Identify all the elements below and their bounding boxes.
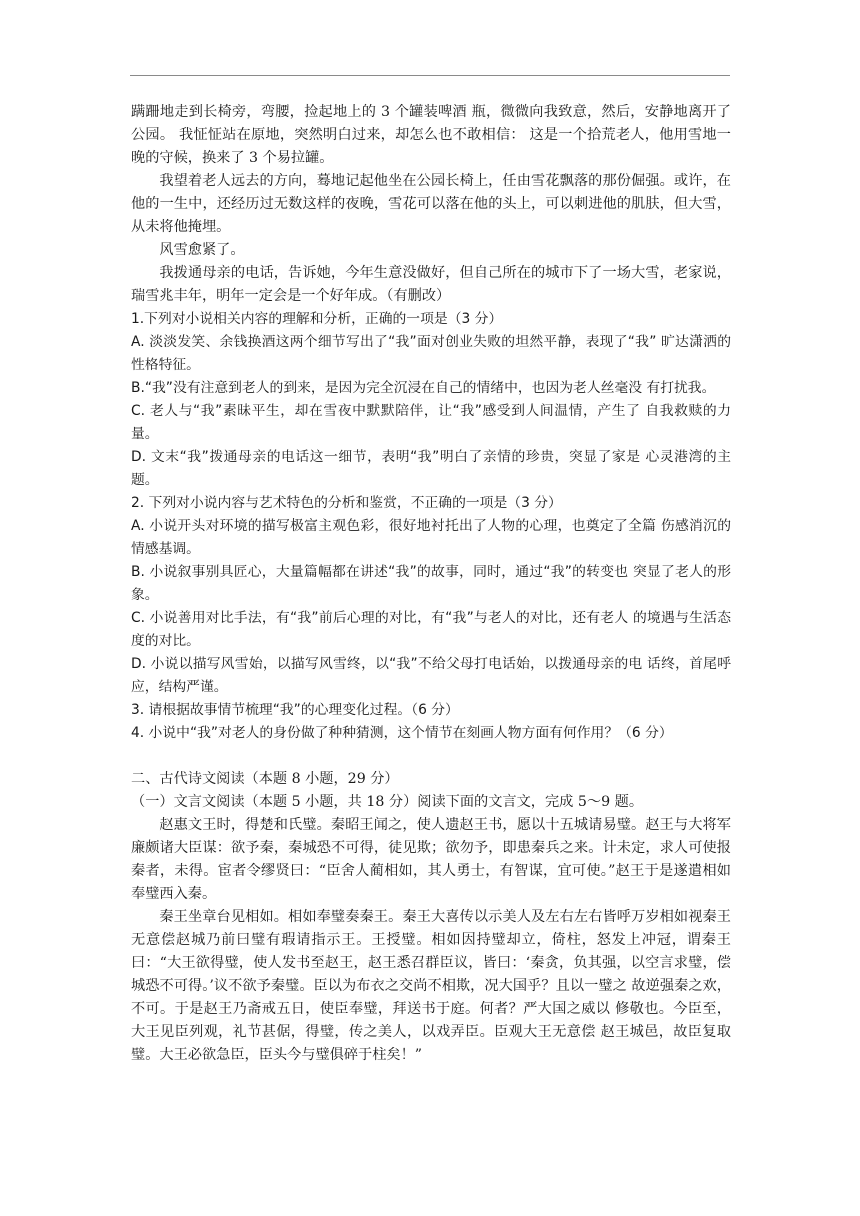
- question-2: 2. 下列对小说内容与艺术特色的分析和鉴赏，不正确的一项是（3 分）: [131, 495, 562, 511]
- section-title: 二、古代诗文阅读（本题 8 小题，29 分）: [131, 771, 399, 787]
- header-rule: [130, 75, 730, 76]
- story-paragraph: 蹒跚地走到长椅旁，弯腰，捡起地上的 3 个罐装啤酒 瓶，微微向我致意，然后，安静地离开了公园。 我怔怔站在原地，突然明白过来，却怎么也不敢相信： 这是一个拾荒老人，他用雪地一晚的守候，换来了 3 个易拉罐。: [131, 104, 731, 166]
- story-paragraph: 风雪愈紧了。: [159, 242, 245, 258]
- question-2-option-a: A. 小说开头对环境的描写极富主观色彩，很好地衬托出了人物的心理，也奠定了全篇 伤感消沉的情感基调。: [131, 518, 731, 557]
- section-gap: [131, 745, 731, 768]
- story-paragraph: 我拨通母亲的电话，告诉她，今年生意没做好，但自己所在的城市下了一场大雪，老家说，瑞雪兆丰年，明年一定会是一个好年成。（有删改）: [131, 265, 731, 304]
- section-subtitle: （一）文言文阅读（本题 5 小题，共 18 分）阅读下面的文言文，完成 5～9 题。: [131, 794, 644, 810]
- question-1-option-d: D. 文末“我”拨通母亲的电话这一细节，表明“我”明白了亲情的珍贵，突显了家是 心灵港湾的主题。: [131, 449, 731, 488]
- classical-paragraph: 赵惠文王时，得楚和氏璧。秦昭王闻之，使人遗赵王书，愿以十五城请易璧。赵王与大将军廉颇诸大臣谋：欲予秦，秦城恐不可得，徒见欺；欲勿予，即患秦兵之来。计未定，求人可使报秦者，未得。宦者令缪贤曰：“臣舍人蔺相如，其人勇士，有智谋，宜可使。”赵王于是遂遣相如奉璧西入秦。: [131, 817, 731, 902]
- question-1-option-a: A. 淡淡发笑、余钱换酒这两个细节写出了“我”面对创业失败的坦然平静，表现了“我” 旷达潇洒的性格特征。: [131, 334, 731, 373]
- question-2-option-d: D. 小说以描写风雪始，以描写风雪终，以“我”不给父母打电话始，以拨通母亲的电 话终，首尾呼应，结构严谨。: [131, 656, 731, 695]
- document-body: [131, 101, 731, 1067]
- question-3: 3. 请根据故事情节梳理“我”的心理变化过程。（6 分）: [131, 702, 459, 718]
- story-paragraph: 我望着老人远去的方向，蓦地记起他坐在公园长椅上，任由雪花飘落的那份倔强。或许，在他的一生中，还经历过无数这样的夜晚，雪花可以落在他的头上，可以刺进他的肌肤，但大雪，从未将他掩埋。: [131, 173, 731, 235]
- question-1-option-c: C. 老人与“我”素昧平生，却在雪夜中默默陪伴，让“我”感受到人间温情，产生了 自我救赎的力量。: [131, 403, 731, 442]
- question-1: 1.下列对小说相关内容的理解和分析，正确的一项是（3 分）: [131, 311, 503, 327]
- classical-paragraph: 秦王坐章台见相如。相如奉璧奏秦王。秦王大喜传以示美人及左右左右皆呼万岁相如视秦王无意偿赵城乃前曰璧有瑕请指示王。王授璧。相如因持璧却立，倚柱，怒发上冲冠，谓秦王曰：“大王欲得璧，使人发书至赵王，赵王悉召群臣议，皆曰：‘秦贪，负其强，以空言求璧，偿城恐不可得。’议不欲予秦璧。臣以为布衣之交尚不相欺，况大国乎？且以一璧之 故逆强秦之欢，不可。于是赵王乃斋戒五日，使臣奉璧，拜送书于庭。何者？严大国之威以 修敬也。今臣至，大王见臣列观，礼节甚倨，得璧，传之美人，以戏弄臣。臣观大王无意偿 赵王城邑，故臣复取璧。大王必欲急臣，臣头今与璧俱碎于柱矣！”: [131, 909, 731, 1063]
- question-4: 4. 小说中“我”对老人的身份做了种种猜测，这个情节在刻画人物方面有何作用？（6 分）: [131, 725, 673, 741]
- question-2-option-c: C. 小说善用对比手法，有“我”前后心理的对比，有“我”与老人的对比，还有老人 的境遇与生活态度的对比。: [131, 610, 731, 649]
- question-1-option-b: B.“我”没有注意到老人的到来，是因为完全沉浸在自己的情绪中，也因为老人丝毫没 有打扰我。: [131, 380, 716, 396]
- question-2-option-b: B. 小说叙事别具匠心，大量篇幅都在讲述“我”的故事，同时，通过“我”的转变也 突显了老人的形象。: [131, 564, 731, 603]
